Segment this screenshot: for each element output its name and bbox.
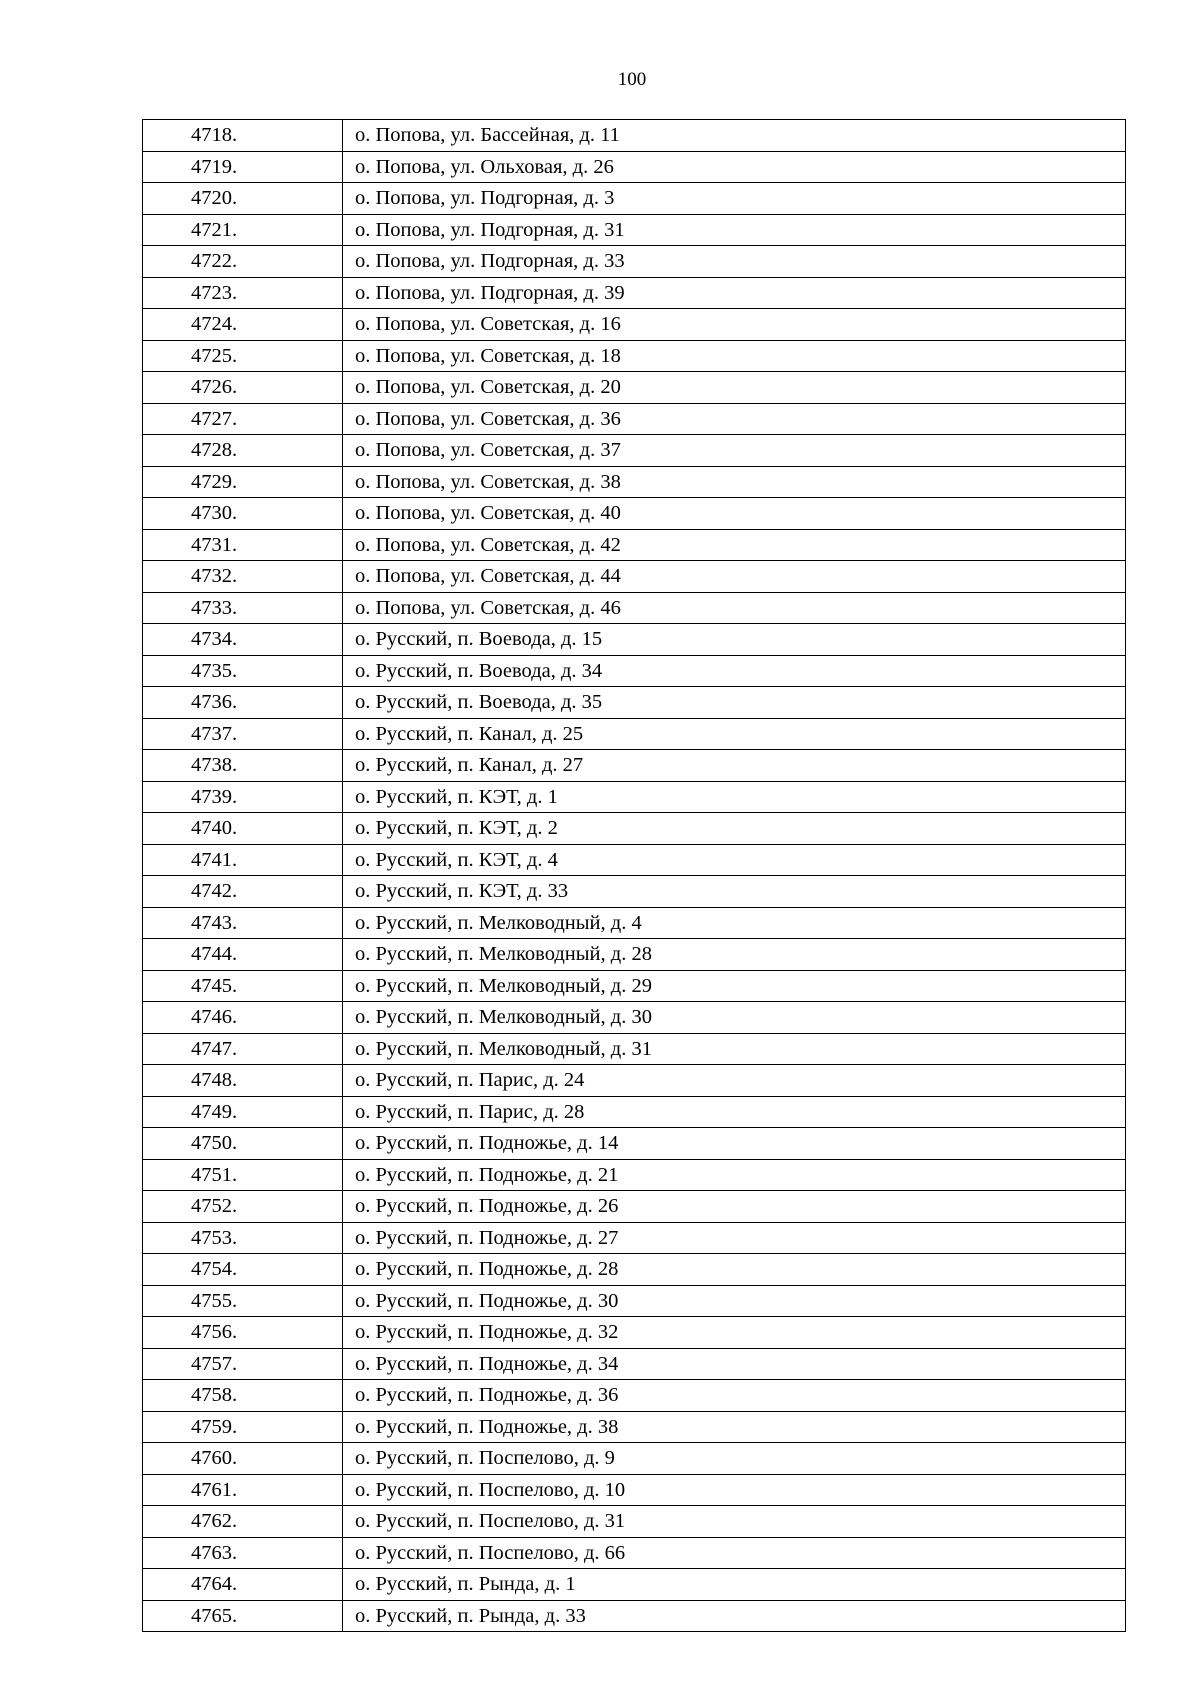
row-number: 4749. (143, 1096, 343, 1128)
table-row (143, 1600, 1126, 1632)
table-row (143, 183, 1126, 215)
table-row (143, 1317, 1126, 1349)
row-number: 4760. (143, 1443, 343, 1475)
table-row (143, 340, 1126, 372)
row-address: о. Русский, п. Подножье, д. 38 (343, 1411, 1126, 1443)
row-number: 4731. (143, 529, 343, 561)
table-row (143, 655, 1126, 687)
row-address: о. Попова, ул. Подгорная, д. 31 (343, 214, 1126, 246)
row-number: 4756. (143, 1317, 343, 1349)
row-number: 4730. (143, 498, 343, 530)
row-number: 4753. (143, 1222, 343, 1254)
table-row (143, 561, 1126, 593)
table-row (143, 403, 1126, 435)
row-address: о. Попова, ул. Ольховая, д. 26 (343, 151, 1126, 183)
row-number: 4728. (143, 435, 343, 467)
table-row (143, 1254, 1126, 1286)
row-number: 4725. (143, 340, 343, 372)
row-number: 4755. (143, 1285, 343, 1317)
row-number: 4747. (143, 1033, 343, 1065)
row-address: о. Попова, ул. Подгорная, д. 39 (343, 277, 1126, 309)
row-number: 4724. (143, 309, 343, 341)
table-row (143, 435, 1126, 467)
row-address: о. Русский, п. Подножье, д. 26 (343, 1191, 1126, 1223)
row-number: 4762. (143, 1506, 343, 1538)
row-number: 4726. (143, 372, 343, 404)
row-number: 4763. (143, 1537, 343, 1569)
row-address: о. Русский, п. Подножье, д. 28 (343, 1254, 1126, 1286)
row-number: 4759. (143, 1411, 343, 1443)
row-address: о. Русский, п. Поспелово, д. 10 (343, 1474, 1126, 1506)
row-address: о. Русский, п. Подножье, д. 30 (343, 1285, 1126, 1317)
row-number: 4761. (143, 1474, 343, 1506)
row-number: 4732. (143, 561, 343, 593)
row-address: о. Попова, ул. Советская, д. 37 (343, 435, 1126, 467)
address-register-table (142, 119, 1126, 1632)
row-number: 4754. (143, 1254, 343, 1286)
row-number: 4740. (143, 813, 343, 845)
row-address: о. Попова, ул. Советская, д. 18 (343, 340, 1126, 372)
table-row (143, 687, 1126, 719)
row-number: 4723. (143, 277, 343, 309)
row-number: 4757. (143, 1348, 343, 1380)
row-number: 4758. (143, 1380, 343, 1412)
table-row (143, 1474, 1126, 1506)
table-row (143, 1348, 1126, 1380)
row-number: 4744. (143, 939, 343, 971)
row-number: 4752. (143, 1191, 343, 1223)
row-number: 4748. (143, 1065, 343, 1097)
row-address: о. Русский, п. Воевода, д. 35 (343, 687, 1126, 719)
row-address: о. Попова, ул. Советская, д. 20 (343, 372, 1126, 404)
table-row (143, 1569, 1126, 1601)
table-row (143, 1411, 1126, 1443)
table-row (143, 813, 1126, 845)
row-number: 4718. (143, 120, 343, 152)
row-number: 4735. (143, 655, 343, 687)
table-row (143, 1065, 1126, 1097)
table-row (143, 498, 1126, 530)
row-number: 4743. (143, 907, 343, 939)
row-number: 4720. (143, 183, 343, 215)
row-address: о. Попова, ул. Подгорная, д. 3 (343, 183, 1126, 215)
table-row (143, 718, 1126, 750)
row-address: о. Русский, п. Подножье, д. 34 (343, 1348, 1126, 1380)
row-address: о. Попова, ул. Советская, д. 16 (343, 309, 1126, 341)
table-row (143, 372, 1126, 404)
row-number: 4737. (143, 718, 343, 750)
row-address: о. Русский, п. Поспелово, д. 31 (343, 1506, 1126, 1538)
row-address: о. Русский, п. КЭТ, д. 33 (343, 876, 1126, 908)
row-number: 4734. (143, 624, 343, 656)
table-body (143, 120, 1126, 1632)
row-address: о. Русский, п. Мелководный, д. 4 (343, 907, 1126, 939)
table-row (143, 1128, 1126, 1160)
row-address: о. Русский, п. Канал, д. 25 (343, 718, 1126, 750)
row-number: 4736. (143, 687, 343, 719)
table-row (143, 1096, 1126, 1128)
row-address: о. Русский, п. Подножье, д. 36 (343, 1380, 1126, 1412)
row-address: о. Русский, п. Канал, д. 27 (343, 750, 1126, 782)
row-number: 4742. (143, 876, 343, 908)
row-number: 4741. (143, 844, 343, 876)
table-row (143, 120, 1126, 152)
table-row (143, 529, 1126, 561)
table-row (143, 466, 1126, 498)
row-address: о. Русский, п. КЭТ, д. 4 (343, 844, 1126, 876)
row-address: о. Русский, п. Мелководный, д. 29 (343, 970, 1126, 1002)
table-row (143, 907, 1126, 939)
row-address: о. Русский, п. Рында, д. 1 (343, 1569, 1126, 1601)
table-row (143, 781, 1126, 813)
table-row (143, 1506, 1126, 1538)
row-number: 4751. (143, 1159, 343, 1191)
row-address: о. Русский, п. Мелководный, д. 31 (343, 1033, 1126, 1065)
row-number: 4738. (143, 750, 343, 782)
row-address: о. Русский, п. Воевода, д. 15 (343, 624, 1126, 656)
table-row (143, 1159, 1126, 1191)
page-number: 100 (617, 69, 647, 90)
row-number: 4727. (143, 403, 343, 435)
row-address: о. Русский, п. Воевода, д. 34 (343, 655, 1126, 687)
row-address: о. Русский, п. Поспелово, д. 66 (343, 1537, 1126, 1569)
row-address: о. Попова, ул. Бассейная, д. 11 (343, 120, 1126, 152)
row-address: о. Русский, п. Мелководный, д. 30 (343, 1002, 1126, 1034)
row-number: 4721. (143, 214, 343, 246)
row-address: о. Попова, ул. Советская, д. 36 (343, 403, 1126, 435)
table-row (143, 246, 1126, 278)
table-row (143, 624, 1126, 656)
table-row (143, 151, 1126, 183)
table-row (143, 1443, 1126, 1475)
row-number: 4729. (143, 466, 343, 498)
table-row (143, 277, 1126, 309)
table-row (143, 844, 1126, 876)
table-row (143, 939, 1126, 971)
row-address: о. Русский, п. Подножье, д. 32 (343, 1317, 1126, 1349)
row-address: о. Русский, п. Мелководный, д. 28 (343, 939, 1126, 971)
table-row (143, 1222, 1126, 1254)
row-number: 4764. (143, 1569, 343, 1601)
table-row (143, 309, 1126, 341)
table-row (143, 1033, 1126, 1065)
row-address: о. Русский, п. КЭТ, д. 1 (343, 781, 1126, 813)
row-address: о. Попова, ул. Советская, д. 40 (343, 498, 1126, 530)
table-row (143, 1191, 1126, 1223)
table-row (143, 876, 1126, 908)
row-address: о. Попова, ул. Советская, д. 46 (343, 592, 1126, 624)
row-number: 4719. (143, 151, 343, 183)
row-number: 4739. (143, 781, 343, 813)
row-number: 4746. (143, 1002, 343, 1034)
row-address: о. Попова, ул. Советская, д. 44 (343, 561, 1126, 593)
row-address: о. Русский, п. Рында, д. 33 (343, 1600, 1126, 1632)
row-address: о. Русский, п. Парис, д. 24 (343, 1065, 1126, 1097)
table-row (143, 214, 1126, 246)
row-number: 4722. (143, 246, 343, 278)
row-address: о. Попова, ул. Советская, д. 38 (343, 466, 1126, 498)
table-row (143, 592, 1126, 624)
row-address: о. Попова, ул. Советская, д. 42 (343, 529, 1126, 561)
table-row (143, 1285, 1126, 1317)
row-number: 4750. (143, 1128, 343, 1160)
row-address: о. Русский, п. Подножье, д. 21 (343, 1159, 1126, 1191)
row-number: 4765. (143, 1600, 343, 1632)
row-address: о. Русский, п. Подножье, д. 27 (343, 1222, 1126, 1254)
row-address: о. Русский, п. КЭТ, д. 2 (343, 813, 1126, 845)
table-row (143, 1002, 1126, 1034)
table-row (143, 750, 1126, 782)
table-row (143, 1537, 1126, 1569)
row-address: о. Русский, п. Подножье, д. 14 (343, 1128, 1126, 1160)
table-row (143, 970, 1126, 1002)
row-address: о. Попова, ул. Подгорная, д. 33 (343, 246, 1126, 278)
row-number: 4733. (143, 592, 343, 624)
row-address: о. Русский, п. Поспелово, д. 9 (343, 1443, 1126, 1475)
table-row (143, 1380, 1126, 1412)
row-address: о. Русский, п. Парис, д. 28 (343, 1096, 1126, 1128)
row-number: 4745. (143, 970, 343, 1002)
